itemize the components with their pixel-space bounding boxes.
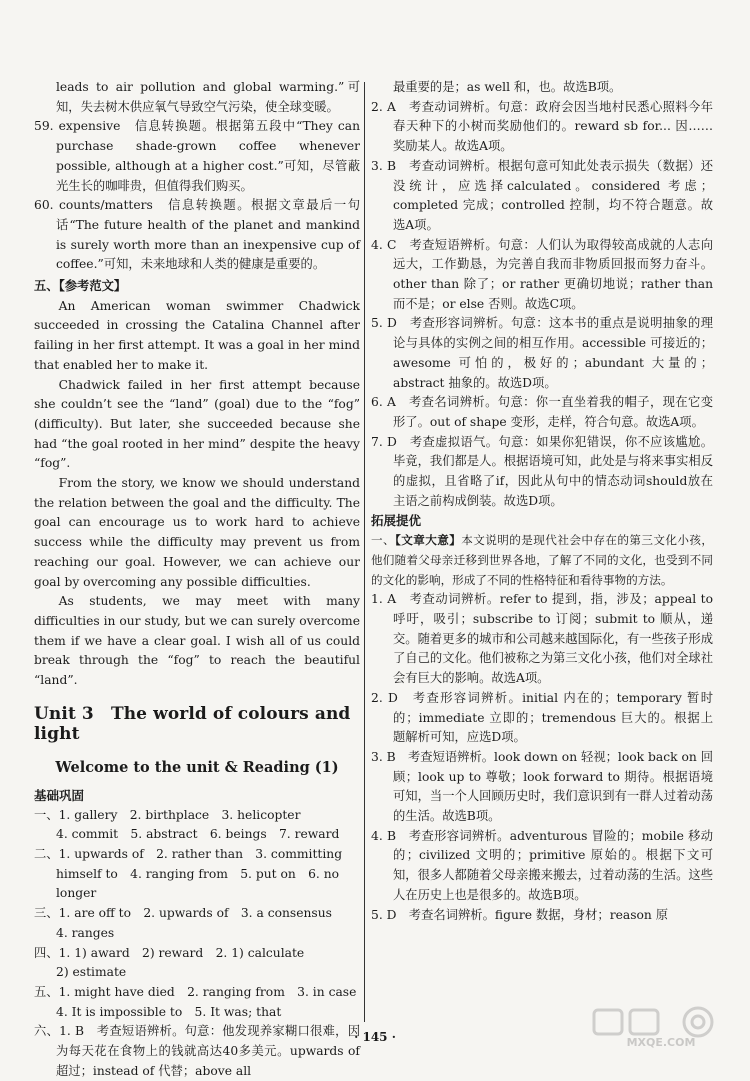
answer-item: 4. B 考查形容词辨析。adventurous 冒险的；mobile 移动的；civilized 文明的；primitive 原始的。根据下文可知，很多人都随着父母亲搬来搬去，过着动荡的生活。这些人在历史上也是很多的。故选B项。: [371, 828, 713, 902]
blank-line: 一、1. gallery 2. birthplace 3. helicopter: [34, 807, 301, 822]
lesson-subtitle: Welcome to the unit & Reading (1): [55, 759, 339, 777]
answer-item: 7. D 考查虚拟语气。句意：如果你犯错误，你不应该尴尬。毕竟，我们都是人。根据语境可知，此处是与将来事实相反的虚拟，且省略了if，因此从句中的情态动词should放在主语之前构成倒装。故选D项。: [371, 434, 713, 508]
column-divider: [364, 82, 365, 1022]
blank-line: 4. ranges: [56, 925, 115, 940]
right-column: [371, 78, 713, 925]
answer-six-1: 六、1. B 考查短语辨析。句意：他发现养家糊口很难，因为每天花在食物上的钱就高达40多美元。upwards of 超过；instead of 代替；above all: [34, 1024, 360, 1078]
essay-paragraph: An American woman swimmer Chadwick succeeded in crossing the Catalina Channel after failing in her first attempt. It was a goal in her mind that enabled her to make it.: [34, 298, 360, 372]
answer-item: 3. B 考查短语辨析。look down on 轻视；look back on 回顾；look up to 尊敬；look forward to 期待。根据语境可知，当一个人回顾历史时，我们意识到有一群人过着动荡的生活。故选B项。: [371, 749, 713, 824]
essay-paragraph: From the story, we know we should understand the relation between the goal and the difficulty. The goal can encourage us to work hard to achieve success while the difficulty may prevent us from reaching our goal. However, we can achieve our goal by overcoming any possible difficulties.: [34, 476, 360, 589]
unit-title: Unit 3 The world of colours and light: [34, 703, 351, 744]
blank-line: 4. commit 5. abstract 6. beings 7. reward: [56, 827, 340, 842]
blank-line: 三、1. are off to 2. upwards of 3. a consensus: [34, 906, 332, 921]
essay-paragraph: As students, we may meet with many difficulties in our study, but we can surely overcome them if we have a clear goal. I wish all of us could break through the “fog” to reach the beautiful “land”.: [34, 594, 360, 688]
blank-line: 2) estimate: [56, 965, 127, 980]
answer-60: 60. counts/matters 信息转换题。根据文章最后一句话“The future health of the planet and mankind is surely worth more than an inexpensive cup of coffee.”可知，未来地球和人类的健康是重要的。: [34, 198, 360, 272]
answer-item: 5. D 考查形容词辨析。句意：这本书的重点是说明抽象的理论与具体的实例之间的相互作用。accessible 可接近的；awesome 可怕的，极好的；abundant 大量的；abstract 抽象的。故选D项。: [371, 316, 713, 390]
answer-item: 2. A 考查动词辨析。句意：政府会因当地村民悉心照料今年春天种下的小树而奖励他们的。reward sb for... 因……奖励某人。故选A项。: [371, 99, 713, 154]
answer-item: 5. D 考查名词辨析。figure 数据，身材；reason 原: [371, 907, 669, 922]
blank-line: 五、1. might have died 2. ranging from 3. in case: [34, 984, 357, 999]
blank-line: 四、1. 1) award 2) reward 2. 1) calculate: [34, 945, 305, 960]
summary-tag: 【文章大意】: [395, 533, 462, 548]
article-summary: [371, 531, 713, 590]
answer-item: 4. C 考查短语辨析。句意：人们认为取得较高成就的人志向远大，工作勤恳，为完善自我而非物质回报而努力奋斗。other than 除了；or rather 更确切地说；rather than 而不是；or else 否则。故选C项。: [371, 237, 713, 311]
summary-text: 本文说明的是现代社会中存在的第三文化小孩，他们随着父母亲迁移到世界各地，了解了不同的文化，也受到不同的文化的影响，形成了不同的性格特征和看待事物的方法。: [371, 533, 713, 587]
answer-item: 6. A 考查名词辨析。句意：你一直坐着我的帽子，现在它变形了。out of shape 变形，走样，符合句意。故选A项。: [371, 395, 713, 429]
watermark-logo: [586, 1004, 736, 1048]
answer-item: 1. A 考查动词辨析。refer to 提到，指，涉及；appeal to 呼吁，吸引；subscribe to 订阅；submit to 顺从，递交。随着更多的城市和公司越来越国际化，有一些孩子形成了自己的文化。他们被称之为第三文化小孩，他们对全球社会有巨大的影响。故选A项。: [371, 592, 713, 686]
answer-1-continued: 最重要的是；as well 和，也。故选B项。: [393, 80, 622, 94]
answer-item: 3. B 考查动词辨析。根据句意可知此处表示损失（数据）还没统计，应选择calculated。considered 考虑；completed 完成；controlled 控制，均不符合题意。故选A项。: [371, 158, 713, 232]
summary-prefix: 一、: [371, 533, 396, 548]
blank-line: 二、1. upwards of 2. rather than 3. committing: [34, 847, 343, 862]
basic-practice-heading: 基础巩固: [34, 787, 85, 803]
answer-58-continued: leads to air pollution and global warming.”可知，失去树木供应氧气导致空气污染，使全球变暖。: [56, 80, 360, 114]
svg-text:MXQE.COM: MXQE.COM: [626, 1036, 696, 1048]
answer-item: 2. D 考查形容词辨析。initial 内在的；temporary 暂时的；immediate 立即的；tremendous 巨大的。根据上题解析可知，应选D项。: [371, 690, 713, 745]
page-number: · 145 ·: [354, 1030, 396, 1044]
blank-line: 4. It is impossible to 5. It was; that: [56, 1004, 282, 1019]
blank-line: longer: [56, 886, 97, 901]
extension-heading: 拓展提优: [371, 513, 422, 529]
blank-line: himself to 4. ranging from 5. put on 6. no: [56, 866, 340, 881]
essay-paragraph: Chadwick failed in her first attempt because she couldn’t see the “land” (goal) due to the “fog” (difficulty). But later, she succeeded because she had “the goal rooted in her mind” despite the heavy “fog”.: [34, 377, 360, 471]
section-five-heading: 五、【参考范文】: [34, 279, 127, 294]
answer-59: 59. expensive 信息转换题。根据第五段中“They can purchase shade-grown coffee whenever possible, although at a higher cost.”可知，尽管蔽光生长的咖啡贵，但值得我们购买。: [34, 119, 360, 193]
left-column: [34, 78, 360, 1081]
